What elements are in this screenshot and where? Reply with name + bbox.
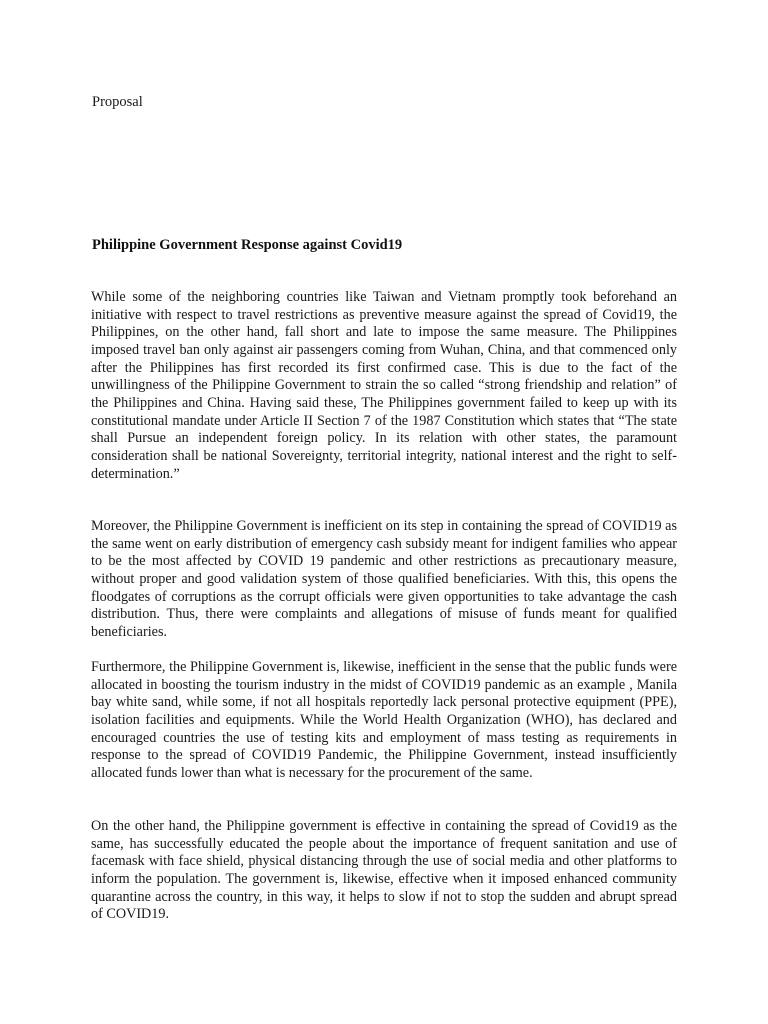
document-title: Philippine Government Response against Covid19 [92,237,403,253]
document-label: Proposal [92,94,143,110]
paragraph-2: Moreover, the Philippine Government is inefficient on its step in containing the spread of COVID19 as the same went on early distribution of emergency cash subsidy meant for indigent families who appear to be the most affected by COVID 19 pandemic and other restrictions as precautionary measure, without proper and good validation system of those qualified beneficiaries. With this, this opens the floodgates of corruptions as the corrupt officials were given opportunities to take advantage the cash distribution. Thus, there were complaints and allegations of misuse of funds meant for qualified beneficiaries. [91,518,677,640]
paragraph-1: While some of the neighboring countries like Taiwan and Vietnam promptly took beforehand an initiative with respect to travel restrictions as preventive measure against the spread of Covid19, the Philippines, on the other hand, fall short and late to impose the same measure. The Philippines imposed travel ban only against air passengers coming from Wuhan, China, and that commenced only after the Philippines has first recorded its first confirmed case. This is due to the fact of the unwillingness of the Philippine Government to strain the so called “strong friendship and relation” of the Philippines and China. Having said these, The Philippines government failed to keep up with its constitutional mandate under Article II Section 7 of the 1987 Constitution which states that “The state shall Pursue an independent foreign policy. In its relation with other states, the paramount consideration shall be national Sovereignty, territorial integrity, national interest and the right to self-determination.” [91,289,677,482]
paragraph-4: On the other hand, the Philippine government is effective in containing the spread of Covid19 as the same, has successfully educated the people about the importance of frequent sanitation and use of facemask with face shield, physical distancing through the use of social media and other platforms to inform the population. The government is, likewise, effective when it imposed enhanced community quarantine across the country, in this way, it helps to slow if not to stop the sudden and abrupt spread of COVID19. [91,818,677,923]
paragraph-3: Furthermore, the Philippine Government is, likewise, inefficient in the sense that the public funds were allocated in boosting the tourism industry in the midst of COVID19 pandemic as an example , Manila bay white sand, while some, if not all hospitals reportedly lack personal protective equipment (PPE), isolation facilities and equipments. While the World Health Organization (WHO), has declared and encouraged countries the use of testing kits and employment of mass testing as requirements in response to the spread of COVID19 Pandemic, the Philippine Government, instead insufficiently allocated funds lower than what is necessary for the procurement of the same. [91,659,677,781]
